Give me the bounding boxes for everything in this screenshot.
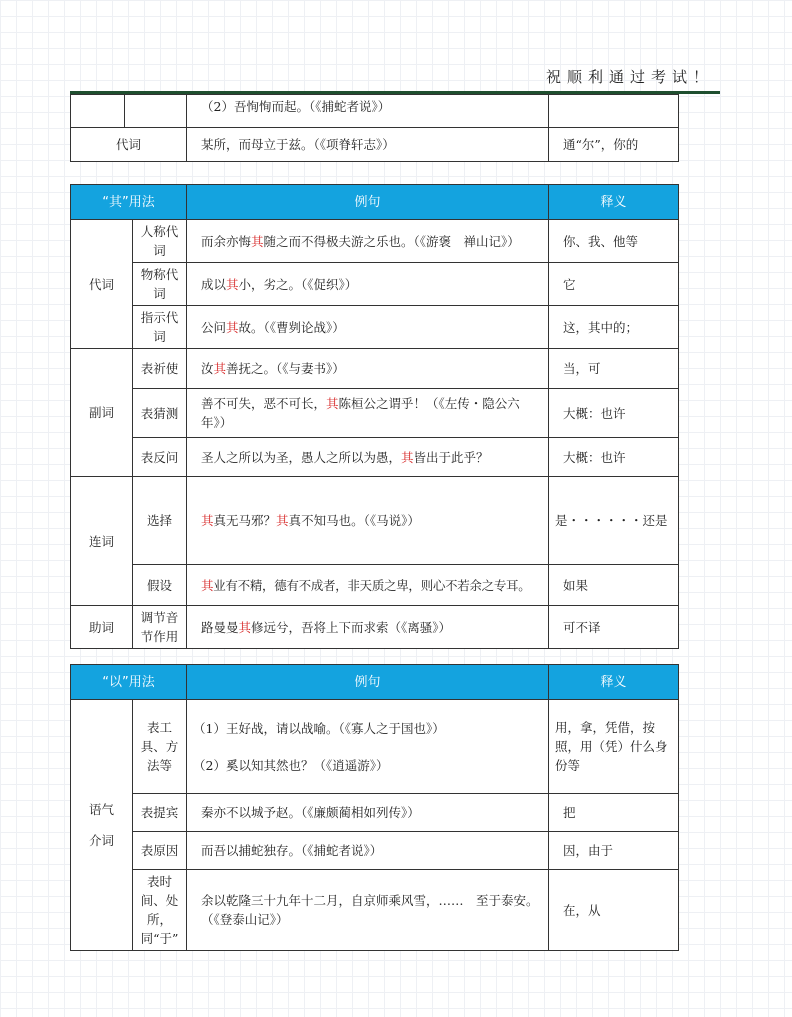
header-slogan: 祝顺利通过考试！ [545, 68, 714, 86]
subtype-cell: 表反问 [133, 438, 187, 477]
example-cell: （2）吾恂恂而起。（《捕蛇者说》） [187, 95, 549, 128]
cell [71, 95, 125, 128]
subtype-cell: 表时间、处所，同“于” [133, 870, 187, 951]
meaning-cell: 它 [549, 263, 679, 306]
example-text: （2）奚以知其然也？（《逍遥游》） [193, 757, 389, 773]
meaning-cell: 在，从 [549, 870, 679, 951]
example-text: 皆出于此乎？ [413, 449, 489, 465]
example-text: 成以 [201, 276, 227, 292]
qi-usage-table [70, 184, 679, 649]
example-cell [187, 220, 549, 263]
table-row [71, 870, 679, 951]
example-cell: 余以乾隆三十九年十二月，自京师乘风雪，…… 至于泰安。（《登泰山记》） [187, 870, 549, 951]
table-row [71, 349, 679, 389]
table-row [71, 438, 679, 477]
highlight-char: 其 [226, 319, 239, 335]
subtype-cell: 假设 [133, 565, 187, 606]
meaning-cell: 这，其中的； [549, 306, 679, 349]
group-label-line: 语气 [88, 802, 114, 817]
meaning-cell: 可不译 [549, 606, 679, 649]
usage-cell: 代词 [71, 128, 187, 162]
subtype-cell: 表猜测 [133, 389, 187, 438]
example-cell [187, 263, 549, 306]
usage-header: “其”用法 [71, 185, 187, 220]
yi-usage-table [70, 664, 679, 951]
subtype-cell: 表原因 [133, 832, 187, 870]
highlight-char: 其 [226, 276, 239, 292]
table-row [71, 832, 679, 870]
subtype-cell: 人称代词 [133, 220, 187, 263]
table-row [71, 306, 679, 349]
example-text: 修远兮，吾将上下而求索（《离骚》） [251, 619, 452, 635]
example-header: 例句 [187, 185, 549, 220]
example-cell [187, 477, 549, 565]
example-cell [187, 389, 549, 438]
example-cell [187, 565, 549, 606]
example-text: 真不知马也。（《马说》） [288, 513, 420, 528]
meaning-cell [549, 95, 679, 128]
example-text: 善抚之。（《与妻书》） [226, 361, 345, 376]
subtype-cell: 选择 [133, 477, 187, 565]
meaning-header: 释义 [549, 185, 679, 220]
example-text: 圣人之所以为圣，愚人之所以为愚， [201, 449, 402, 465]
highlight-char: 其 [201, 513, 214, 528]
group-label: 连词 [71, 477, 133, 606]
example-text: 随之而不得极夫游之乐也。（《游褒 禅山记》） [263, 233, 520, 249]
table-row [71, 700, 679, 794]
subtype-cell: 表祈使 [133, 349, 187, 389]
meaning-cell: 因，由于 [549, 832, 679, 870]
subtype-cell: 表提宾 [133, 794, 187, 832]
table-row [71, 565, 679, 606]
highlight-char: 其 [326, 396, 339, 411]
highlight-char: 其 [276, 513, 289, 528]
table-header-row [71, 665, 679, 700]
usage-header: “以”用法 [71, 665, 187, 700]
continuation-table [70, 94, 679, 162]
table-row [71, 220, 679, 263]
example-cell [187, 306, 549, 349]
subtype-cell: 物称代词 [133, 263, 187, 306]
highlight-char: 其 [238, 619, 252, 635]
group-label: 助词 [71, 606, 133, 649]
example-text: 业有不精，德有不成者，非天质之卑，则心不若余之专耳。 [213, 577, 531, 593]
group-label-line: 介词 [88, 833, 114, 848]
subtype-cell: 表工具、方法等 [133, 700, 187, 794]
group-label: 副词 [71, 349, 133, 477]
group-label [71, 700, 133, 951]
example-text: 故。（《曹刿论战》） [238, 319, 345, 335]
example-cell [187, 349, 549, 389]
cell [125, 95, 187, 128]
table-row [71, 389, 679, 438]
table-row [71, 128, 679, 162]
example-cell [187, 700, 549, 794]
subtype-cell: 调节音节作用 [133, 606, 187, 649]
table-header-row [71, 185, 679, 220]
example-cell: 秦亦不以城予赵。（《廉颇蔺相如列传》） [187, 794, 549, 832]
meaning-cell: 当，可 [549, 349, 679, 389]
highlight-char: 其 [213, 361, 227, 376]
example-text: 汝 [201, 361, 214, 376]
highlight-char: 其 [201, 577, 214, 593]
table-row [71, 606, 679, 649]
meaning-cell: 是・・・・・・还是 [549, 477, 679, 565]
meaning-cell: 大概：也许 [549, 438, 679, 477]
example-cell: 某所，而母立于兹。（《项脊轩志》） [187, 128, 549, 162]
example-text: 善不可失，恶不可长， [201, 396, 327, 411]
meaning-cell: 用，拿，凭借，按照，用（凭）什么身份等 [549, 700, 679, 794]
meaning-cell: 你、我、他等 [549, 220, 679, 263]
meaning-cell: 通“尔”，你的 [549, 128, 679, 162]
example-cell [187, 606, 549, 649]
table-row [71, 95, 679, 128]
meaning-cell: 把 [549, 794, 679, 832]
group-label: 代词 [71, 220, 133, 349]
example-cell: 而吾以捕蛇独存。（《捕蛇者说》） [187, 832, 549, 870]
example-text: （1）王好战，请以战喻。（《寡人之于国也》） [193, 720, 445, 736]
example-text: 陈桓公之谓乎！（《左传・隐公六年》） [201, 396, 520, 430]
table-row [71, 263, 679, 306]
meaning-cell: 如果 [549, 565, 679, 606]
example-text: 而余亦悔 [201, 233, 252, 249]
table-row [71, 477, 679, 565]
example-header: 例句 [187, 665, 549, 700]
table-row [71, 794, 679, 832]
meaning-header: 释义 [549, 665, 679, 700]
example-text: 真无马邪？ [213, 513, 277, 528]
highlight-char: 其 [401, 449, 414, 465]
example-text: 公问 [201, 319, 227, 335]
subtype-cell: 指示代词 [133, 306, 187, 349]
highlight-char: 其 [251, 233, 264, 249]
example-text: 路曼曼 [201, 619, 239, 635]
meaning-cell: 大概：也许 [549, 389, 679, 438]
example-text: 小，劣之。（《促织》） [238, 276, 358, 292]
example-cell [187, 438, 549, 477]
